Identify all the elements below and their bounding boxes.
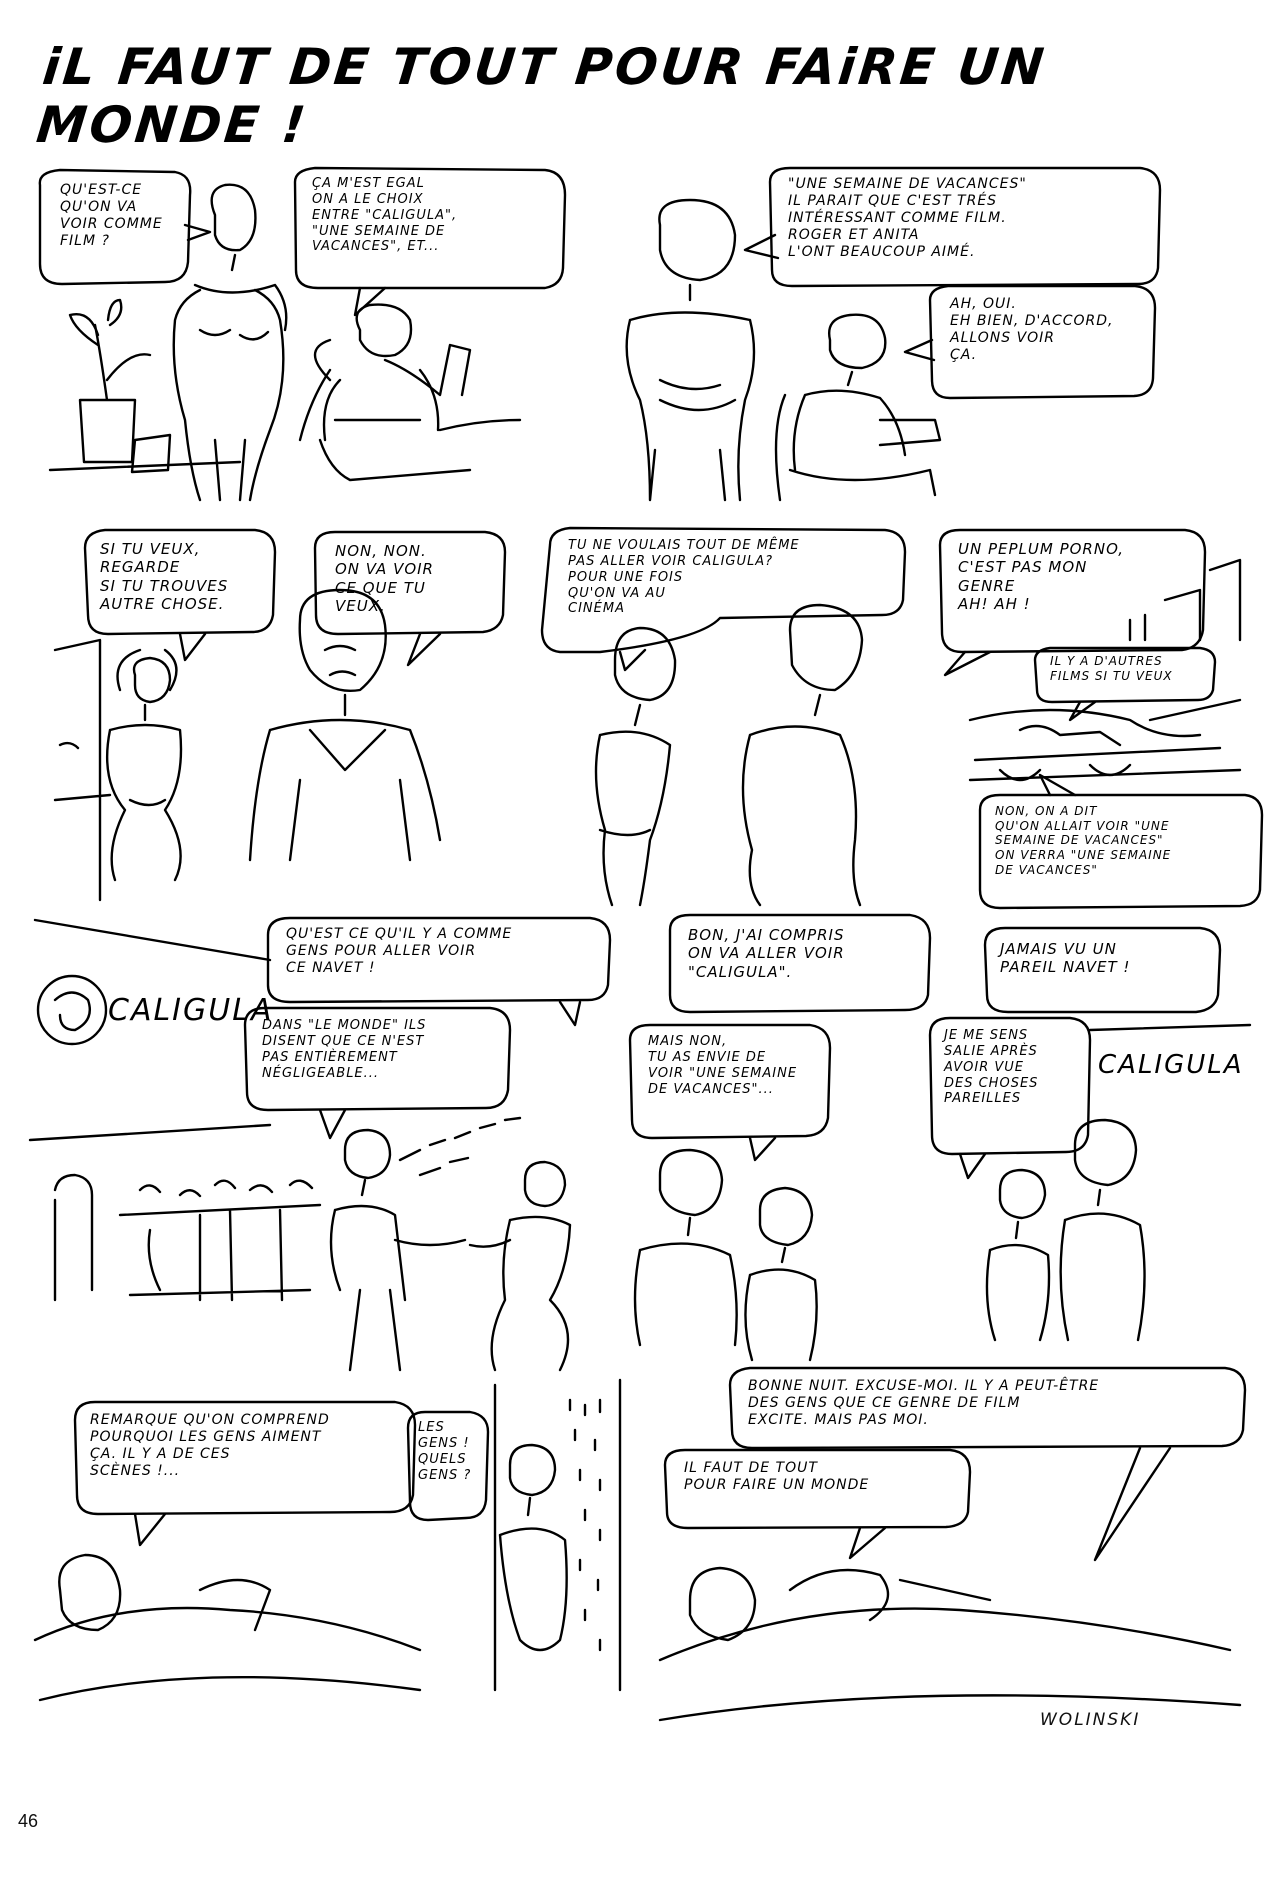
man-front (250, 590, 440, 860)
balloon-tail (905, 340, 934, 360)
page-number: 46 (18, 1811, 39, 1831)
shower-drops (570, 1400, 600, 1650)
crowd-queue (55, 1175, 320, 1300)
balloon-tail (135, 1514, 165, 1545)
speech-bubble-r1-3: "UNE SEMAINE DE VACANCES" IL PARAIT QUE C'EST TRÉS INTÉRESSANT COMME FILM. ROGER ET ANITA L'ONT BEAUCOUP AIMÉ. (788, 176, 1027, 261)
floor-line (50, 462, 240, 470)
balloon-tail (620, 650, 645, 670)
balloon-tail (750, 1138, 775, 1160)
man-in-bed-left (35, 1555, 420, 1700)
balloon-tail (1095, 1448, 1170, 1560)
page-title: iL FAUT DE TOUT POUR FAiRE UN MONDE ! (33, 38, 1050, 154)
balloon-tail (408, 634, 440, 665)
speech-bubble-r4-2: LES GENS ! QUELS GENS ? (418, 1420, 472, 1483)
man-reading (300, 305, 520, 440)
woman-figure (174, 185, 287, 500)
speech-bubble-r1-2: ÇA M'EST EGAL ON A LE CHOIX ENTRE "CALIGULA", "UNE SEMAINE DE VACANCES", ET... (312, 176, 458, 255)
woman-profile (596, 628, 675, 905)
confetti-crowd (400, 1118, 520, 1175)
speech-bubble-r2-3: TU NE VOULAIS TOUT DE MÊME PAS ALLER VOIR CALIGULA? POUR UNE FOIS QU'ON VA AU CINÉMA (568, 538, 800, 617)
balloon-tail (945, 652, 990, 675)
woman-back (500, 1445, 567, 1650)
speech-bubble-r3-6: JE ME SENS SALIE APRÈS AVOIR VUE DES CHOSES PAREILLES (944, 1028, 1039, 1107)
speech-bubble-r4-3: BONNE NUIT. EXCUSE-MOI. IL Y A PEUT-ÊTRE DES GENS QUE CE GENRE DE FILM EXCITE. MAIS PAS MOI. (748, 1378, 1100, 1429)
woman-standing (627, 200, 754, 500)
man-profile (743, 605, 862, 905)
balloon-tail (960, 1154, 985, 1178)
panel-row-3 (30, 915, 1250, 1370)
couple-in-bed-right (660, 1568, 1240, 1720)
speech-bubble-r1-4: AH, OUI. EH BIEN, D'ACCORD, ALLONS VOIR ÇA. (950, 296, 1114, 364)
man-profile-right (1061, 1120, 1145, 1340)
speech-bubble-r3-2: DANS "LE MONDE" ILS DISENT QUE CE N'EST PAS ENTIÈREMENT NÉGLIGEABLE... (262, 1018, 427, 1081)
speech-bubble-r1-1: QU'EST-CE QU'ON VA VOIR COMME FILM ? (60, 182, 163, 250)
speech-bubble-r4-4: IL FAUT DE TOUT POUR FAIRE UN MONDE (684, 1460, 870, 1494)
speech-bubble-r4-1: REMARQUE QU'ON COMPREND POURQUOI LES GENS AIMENT ÇA. IL Y A DE CES SCÈNES !... (90, 1412, 330, 1480)
speech-bubble-r2-1: SI TU VEUX, REGARDE SI TU TROUVES AUTRE CHOSE. (100, 540, 229, 613)
speech-bubble-r3-4: MAIS NON, TU AS ENVIE DE VOIR "UNE SEMAINE DE VACANCES"... (648, 1034, 798, 1097)
artist-signature: WOLINSKI (1040, 1710, 1141, 1730)
speech-bubble-r2-4: UN PEPLUM PORNO, C'EST PAS MON GENRE AH! AH ! (958, 540, 1125, 613)
balloon-tail (560, 1002, 580, 1025)
woman-hands-on-head (107, 650, 181, 880)
walking-woman (470, 1162, 570, 1370)
door-frame (55, 640, 110, 900)
speech-bubble-r3-3: BON, J'AI COMPRIS ON VA ALLER VOIR "CALIGULA". (688, 926, 845, 981)
man-bald (635, 1150, 737, 1345)
balloon-tail (850, 1528, 885, 1558)
walking-man (331, 1130, 465, 1370)
speech-bubble-r3-1: QU'EST CE QU'IL Y A COMME GENS POUR ALLER VOIR CE NAVET ! (286, 926, 513, 977)
speech-bubble-r2-2: NON, NON. ON VA VOIR CE QUE TU VEUX. (335, 542, 434, 615)
woman-facing (745, 1188, 816, 1360)
speech-bubble-r2-6: NON, ON A DIT QU'ON ALLAIT VOIR "UNE SEMAINE DE VACANCES" ON VERRA "UNE SEMAINE DE VACANCES" (995, 804, 1172, 877)
cinema-sign-caligula: CALIGULA (108, 993, 274, 1028)
speech-bubble-r3-5: JAMAIS VU UN PAREIL NAVET ! (1000, 940, 1131, 977)
logo-swirl-inner (55, 993, 90, 1031)
car-scene (970, 700, 1240, 780)
balloon-tail (745, 235, 778, 258)
marquee-line (30, 920, 270, 1140)
balloon-tail (180, 634, 205, 660)
woman-unhappy (987, 1170, 1049, 1340)
cinema-sign-caligula-right: CALIGULA (1098, 1050, 1244, 1080)
logo-swirl (38, 976, 106, 1044)
marquee-line-right (1090, 1025, 1250, 1030)
speech-bubble-r2-5: IL Y A D'AUTRES FILMS SI TU VEUX (1050, 654, 1173, 683)
man-in-armchair (776, 315, 940, 500)
balloon-tail (320, 1110, 345, 1138)
plant-in-vase (70, 300, 170, 472)
